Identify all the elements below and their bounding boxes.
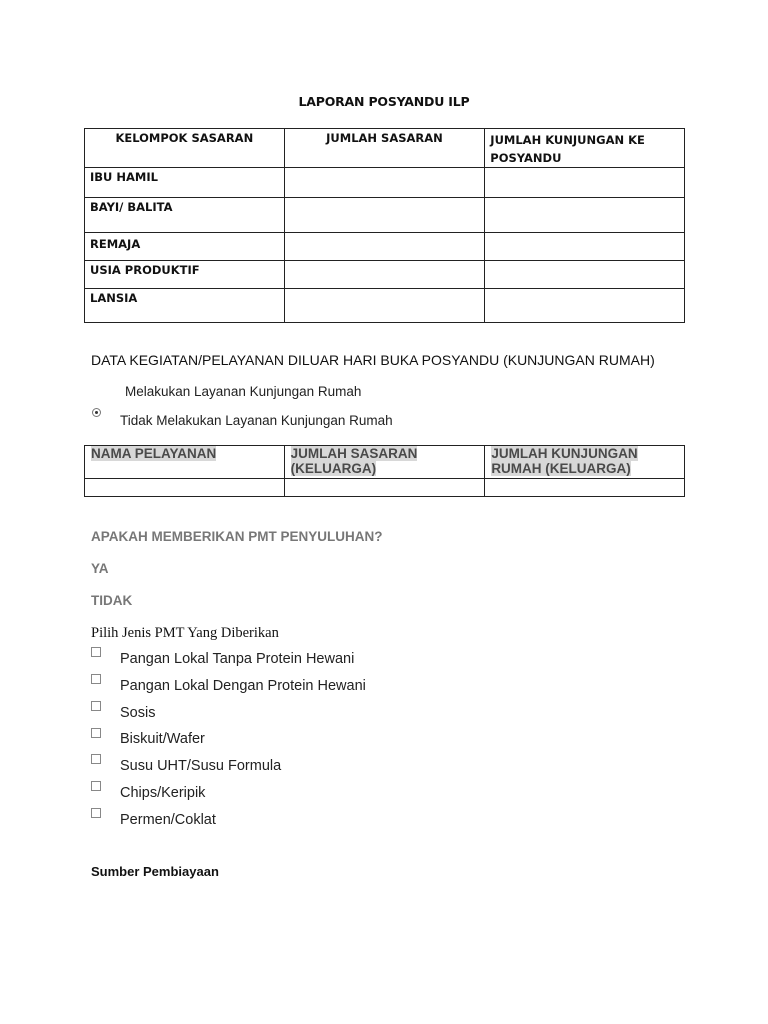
row-label-teen: REMAJA <box>85 233 285 261</box>
input-cell[interactable] <box>485 289 685 323</box>
table-row <box>85 198 685 233</box>
table-row <box>85 289 685 323</box>
radio-button-no-visit[interactable] <box>92 408 101 417</box>
checkbox[interactable] <box>91 781 101 791</box>
pmt-question: APAKAH MEMBERIKAN PMT PENYULUHAN? <box>91 529 383 544</box>
pmt-no-option[interactable]: TIDAK <box>91 593 133 608</box>
table-row <box>85 168 685 198</box>
table-row <box>85 479 685 497</box>
header-home-visits: JUMLAH KUNJUNGAN RUMAH (KELUARGA) <box>485 446 685 479</box>
input-cell[interactable] <box>85 479 285 497</box>
radio-label-no-visit: Tidak Melakukan Layanan Kunjungan Rumah <box>120 413 393 428</box>
pmt-option-label: Susu UHT/Susu Formula <box>120 758 282 774</box>
input-cell[interactable] <box>284 289 485 323</box>
radio-label-do-visit: Melakukan Layanan Kunjungan Rumah <box>125 384 362 399</box>
input-cell[interactable] <box>485 233 685 261</box>
checkbox[interactable] <box>91 647 101 657</box>
input-cell[interactable] <box>485 198 685 233</box>
header-visit-count: JUMLAH KUNJUNGAN KE POSYANDU <box>485 129 685 168</box>
input-cell[interactable] <box>284 198 485 233</box>
home-visit-table <box>84 445 685 497</box>
input-cell[interactable] <box>485 261 685 289</box>
document-title: LAPORAN POSYANDU ILP <box>298 94 470 109</box>
header-target-group: KELOMPOK SASARAN <box>85 129 285 168</box>
row-label-pregnant: IBU HAMIL <box>85 168 285 198</box>
header-service-name: NAMA PELAYANAN <box>85 446 285 479</box>
pmt-option-label: Pangan Lokal Dengan Protein Hewani <box>120 678 366 694</box>
input-cell[interactable] <box>284 261 485 289</box>
pmt-option-label: Biskuit/Wafer <box>120 731 205 747</box>
table-row <box>85 233 685 261</box>
pmt-option-label: Chips/Keripik <box>120 785 206 801</box>
pmt-option-label: Pangan Lokal Tanpa Protein Hewani <box>120 651 355 667</box>
input-cell[interactable] <box>284 233 485 261</box>
checkbox[interactable] <box>91 701 101 711</box>
input-cell[interactable] <box>485 168 685 198</box>
header-target-count: JUMLAH SASARAN <box>284 129 485 168</box>
header-target-families: JUMLAH SASARAN (KELUARGA) <box>284 446 485 479</box>
input-cell[interactable] <box>284 168 485 198</box>
pmt-option-label: Permen/Coklat <box>120 812 216 828</box>
funding-source-label: Sumber Pembiayaan <box>91 864 219 879</box>
pmt-option-label: Sosis <box>120 705 156 721</box>
checkbox[interactable] <box>91 728 101 738</box>
checkbox[interactable] <box>91 808 101 818</box>
table-header-row <box>85 129 685 168</box>
checkbox[interactable] <box>91 754 101 764</box>
home-visit-section-heading: DATA KEGIATAN/PELAYANAN DILUAR HARI BUKA POSYANDU (KUNJUNGAN RUMAH) <box>91 352 655 368</box>
row-label-infant: BAYI/ BALITA <box>85 198 285 233</box>
pmt-yes-option[interactable]: YA <box>91 561 109 576</box>
table-row <box>85 261 685 289</box>
checkbox[interactable] <box>91 674 101 684</box>
input-cell[interactable] <box>284 479 485 497</box>
target-group-table <box>84 128 685 323</box>
input-cell[interactable] <box>485 479 685 497</box>
pmt-type-prompt: Pilih Jenis PMT Yang Diberikan <box>91 625 279 641</box>
row-label-elderly: LANSIA <box>85 289 285 323</box>
row-label-productive-age: USIA PRODUKTIF <box>85 261 285 289</box>
table-header-row <box>85 446 685 479</box>
